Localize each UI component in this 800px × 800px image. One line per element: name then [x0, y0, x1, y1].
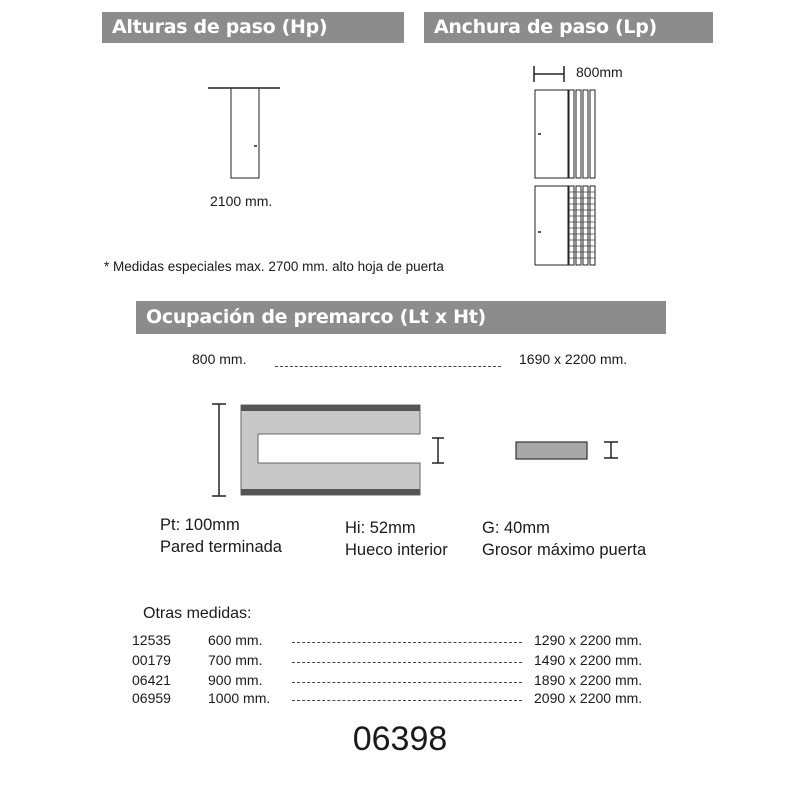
row-code: 00179 — [132, 652, 171, 668]
special-measures-note: * Medidas especiales max. 2700 mm. alto hoja de puerta — [104, 259, 444, 274]
row-size: 1290 x 2200 mm. — [534, 632, 643, 648]
param-hi-value: Hi: 52mm — [345, 519, 416, 537]
row-width: 600 mm. — [208, 632, 263, 648]
param-hi-desc: Hueco interior — [345, 541, 448, 559]
row-dash-line — [292, 642, 522, 643]
table-row — [132, 632, 672, 648]
header-ocupacion: Ocupación de premarco (Lt x Ht) — [136, 301, 666, 334]
door-height-drawing — [208, 85, 288, 185]
otras-medidas-title: Otras medidas: — [143, 605, 252, 622]
premarco-dash-line — [275, 366, 501, 367]
row-code: 06421 — [132, 672, 171, 688]
row-width: 1000 mm. — [208, 690, 271, 706]
row-dash-line — [292, 700, 522, 701]
row-dash-line — [292, 682, 522, 683]
table-row — [132, 672, 672, 688]
row-code: 06959 — [132, 690, 171, 706]
row-width: 900 mm. — [208, 672, 263, 688]
product-code: 06398 — [352, 720, 448, 758]
param-g-value: G: 40mm — [482, 519, 550, 537]
premarco-size: 1690 x 2200 mm. — [519, 351, 628, 367]
table-row — [132, 652, 672, 668]
row-size: 1490 x 2200 mm. — [534, 652, 643, 668]
table-row — [132, 690, 672, 706]
header-anchura: Anchura de paso (Lp) — [424, 12, 713, 43]
frame-section-drawing — [208, 400, 648, 510]
row-size: 2090 x 2200 mm. — [534, 690, 643, 706]
row-dash-line — [292, 662, 522, 663]
width-value: 800mm — [576, 64, 623, 80]
param-pt-desc: Pared terminada — [160, 538, 282, 556]
param-g-desc: Grosor máximo puerta — [482, 541, 647, 559]
premarco-width: 800 mm. — [192, 351, 247, 367]
height-value: 2100 mm. — [210, 193, 273, 209]
row-code: 12535 — [132, 632, 171, 648]
row-width: 700 mm. — [208, 652, 263, 668]
row-size: 1890 x 2200 mm. — [534, 672, 643, 688]
param-pt-value: Pt: 100mm — [160, 516, 240, 534]
door-width-drawing — [532, 62, 612, 272]
header-alturas: Alturas de paso (Hp) — [102, 12, 404, 43]
